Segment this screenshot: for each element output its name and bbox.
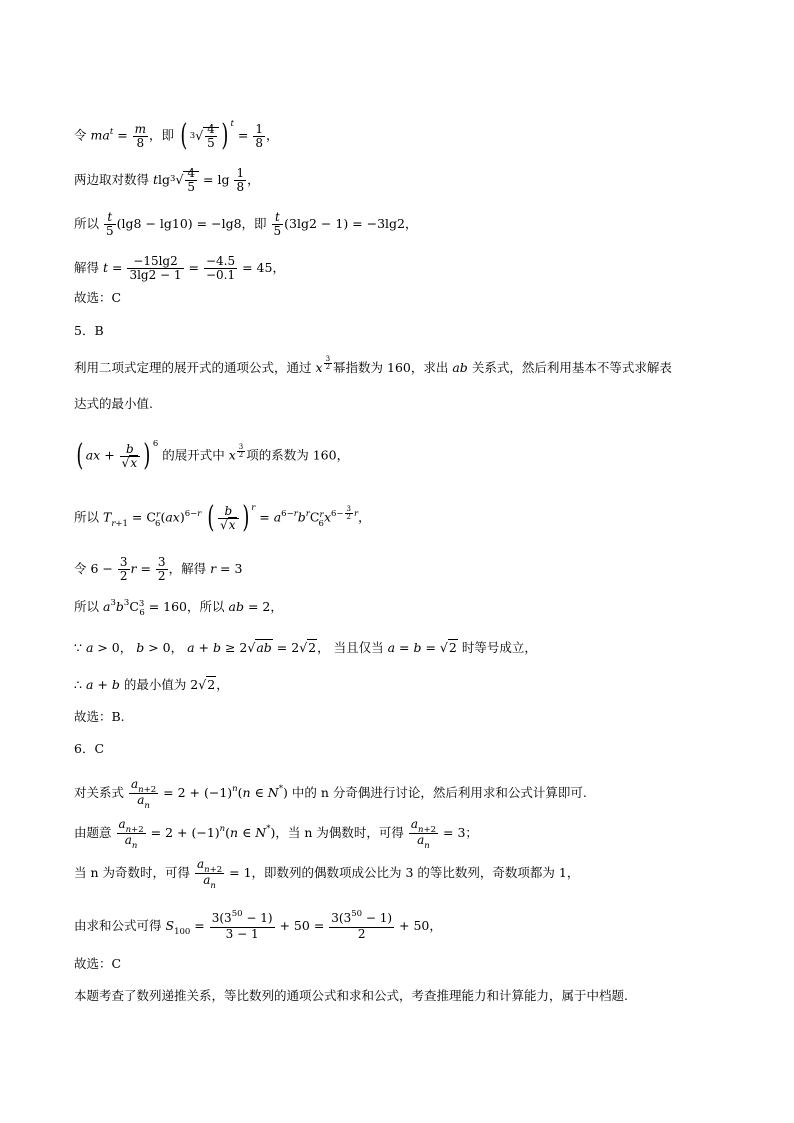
question-6-heading: 6．C bbox=[74, 741, 105, 756]
line-1: 令 $ma^t$ = $\frac{m}{8}$ ，即 ( 3√ $\frac{4}{5}$ ) $^t$ = $\frac{1}{8}$ ， bbox=[74, 118, 279, 153]
line-10: 所以 $T_{r+1} = C^r_6(ax)^{6-r}$ ( $\frac{b}{√x}$ ) $^r = a^{6-r}b^rC^r_6x^{6- \frac{3}{2} r}$， bbox=[74, 500, 371, 535]
line-8: 达式的最小值. bbox=[74, 396, 153, 411]
text-l18c: ； bbox=[465, 825, 478, 840]
line-5: 故选：C bbox=[74, 290, 122, 305]
line-20: 由求和公式可得 $S_{100}$ = $\frac{3(3^{50} - 1)}{3 - 1}$ + 50 = $\frac{3(3^{50} - 1)}{2}$ + 50， bbox=[74, 909, 442, 941]
text-l20a: 由求和公式可得 bbox=[74, 918, 162, 933]
text-l18a: 由题意 bbox=[74, 825, 112, 840]
text-l13a: 当且仅当 bbox=[333, 640, 384, 655]
comma: ， bbox=[266, 127, 279, 143]
text-suoyi: 所以 bbox=[74, 216, 100, 231]
text-l14a: 的最小值为 bbox=[123, 677, 187, 692]
text-jiede: 解得 bbox=[74, 260, 100, 275]
line-4: 解得 t = $\frac{-15\lg 2}{3\lg 2 - 1}$ = $\frac{-4.5}{-0.1}$ = 45， bbox=[74, 254, 285, 282]
line-18: 由题意 $\frac{a_{n+2}}{a_n}$ = $2 + (-1)^n(n$ ∈ N*)，当 n 为偶数时，可得 $\frac{a_{n+2}}{a_n}$ = 3； bbox=[74, 817, 478, 851]
line-7: 利用二项式定理的展开式的通项公式，通过 x $^{\frac{3}{2}}$ 幂指数为 160，求出 ab 关系式，然后利用基本不等式求解表 bbox=[74, 355, 672, 375]
line-3: 所以 $\frac{t}{5}$ (lg8 − lg10) = −lg8，即 $\frac{t}{5}$ (3lg2 − 1) = −3lg2， bbox=[74, 210, 418, 238]
text-l7c: 关系式，然后利用基本不等式求解表 bbox=[471, 360, 672, 375]
text-l19a: 当 n 为奇数时，可得 bbox=[74, 865, 190, 880]
text-l9b: 项的系数为 160， bbox=[246, 447, 350, 463]
text-ling: 令 bbox=[74, 127, 87, 143]
text-ling: 令 bbox=[74, 561, 87, 576]
question-5-heading: 5．B bbox=[74, 323, 104, 338]
text-l19b: ，即数列的偶数项成公比为 3 的等比数列，奇数项都为 1， bbox=[251, 865, 580, 880]
text-liangbian: 两边取对数得 bbox=[74, 172, 150, 187]
line-14: ∴ a + b 的最小值为 2√2， bbox=[74, 677, 229, 692]
text-l17b: 中的 n 分奇偶进行讨论，然后利用求和公式计算即可. bbox=[291, 785, 587, 800]
text-l7b: 幂指数为 160，求出 bbox=[333, 360, 449, 375]
text-l11a: ，解得 bbox=[168, 561, 207, 576]
text-l7a: 利用二项式定理的展开式的通项公式，通过 bbox=[74, 360, 312, 375]
text-suoyi: 所以 bbox=[74, 509, 100, 525]
line-22: 本题考查了数列递推关系，等比数列的通项公式和求和公式，考查推理能力和计算能力，属于中档题. bbox=[74, 988, 628, 1003]
text-l17a: 对关系式 bbox=[74, 785, 125, 800]
comma: ， bbox=[429, 918, 442, 933]
text-l12a: ，所以 bbox=[187, 599, 225, 614]
text-l13b: 时等号成立， bbox=[461, 640, 537, 655]
text-l9a: 的展开式中 bbox=[162, 447, 225, 463]
comma: ， bbox=[216, 677, 229, 692]
line-19: 当 n 为奇数时，可得 $\frac{a_{n+2}}{a_n}$ = 1，即数列的偶数项成公比为 3 的等比数列，奇数项都为 1， bbox=[74, 857, 580, 891]
line-2: 两边取对数得 tlg$^3$√ $\frac{4}{5}$ = lg $\frac{1}{8}$ ， bbox=[74, 166, 260, 194]
line-13: ∵ a > 0， b > 0， a + b ≥ 2√ab = 2√2， 当且仅当 a = b = √2 时等号成立， bbox=[74, 640, 537, 655]
comma: ， bbox=[405, 216, 418, 231]
text-l18b: ，当 n 为偶数时，可得 bbox=[275, 825, 404, 840]
text-ji: ，即 bbox=[241, 216, 267, 231]
text-ji: ，即 bbox=[149, 127, 175, 143]
text-suoyi: 所以 bbox=[74, 599, 100, 614]
line-15: 故选：B. bbox=[74, 709, 125, 724]
comma: ， bbox=[247, 172, 260, 187]
comma: ， bbox=[270, 599, 283, 614]
line-9: ( ax + $\frac{b}{√x}$ ) $^6$ 的展开式中 x $^{\frac{3}{2}}$ 项的系数为 160， bbox=[76, 438, 350, 473]
line-12: 所以 $a^3b^3C^3_6 = 160$，所以 ab = 2， bbox=[74, 598, 283, 618]
comma: ， bbox=[272, 260, 285, 275]
comma: ， bbox=[358, 509, 371, 525]
line-11: 令 6 − $\frac{3}{2}$ r = $\frac{3}{2}$ ，解得 r = 3 bbox=[74, 555, 243, 583]
line-21: 故选：C bbox=[74, 956, 122, 971]
line-17: 对关系式 $\frac{a_{n+2}}{a_n}$ = $2 + (-1)^n(n$ ∈ N*) 中的 n 分奇偶进行讨论，然后利用求和公式计算即可. bbox=[74, 777, 587, 811]
